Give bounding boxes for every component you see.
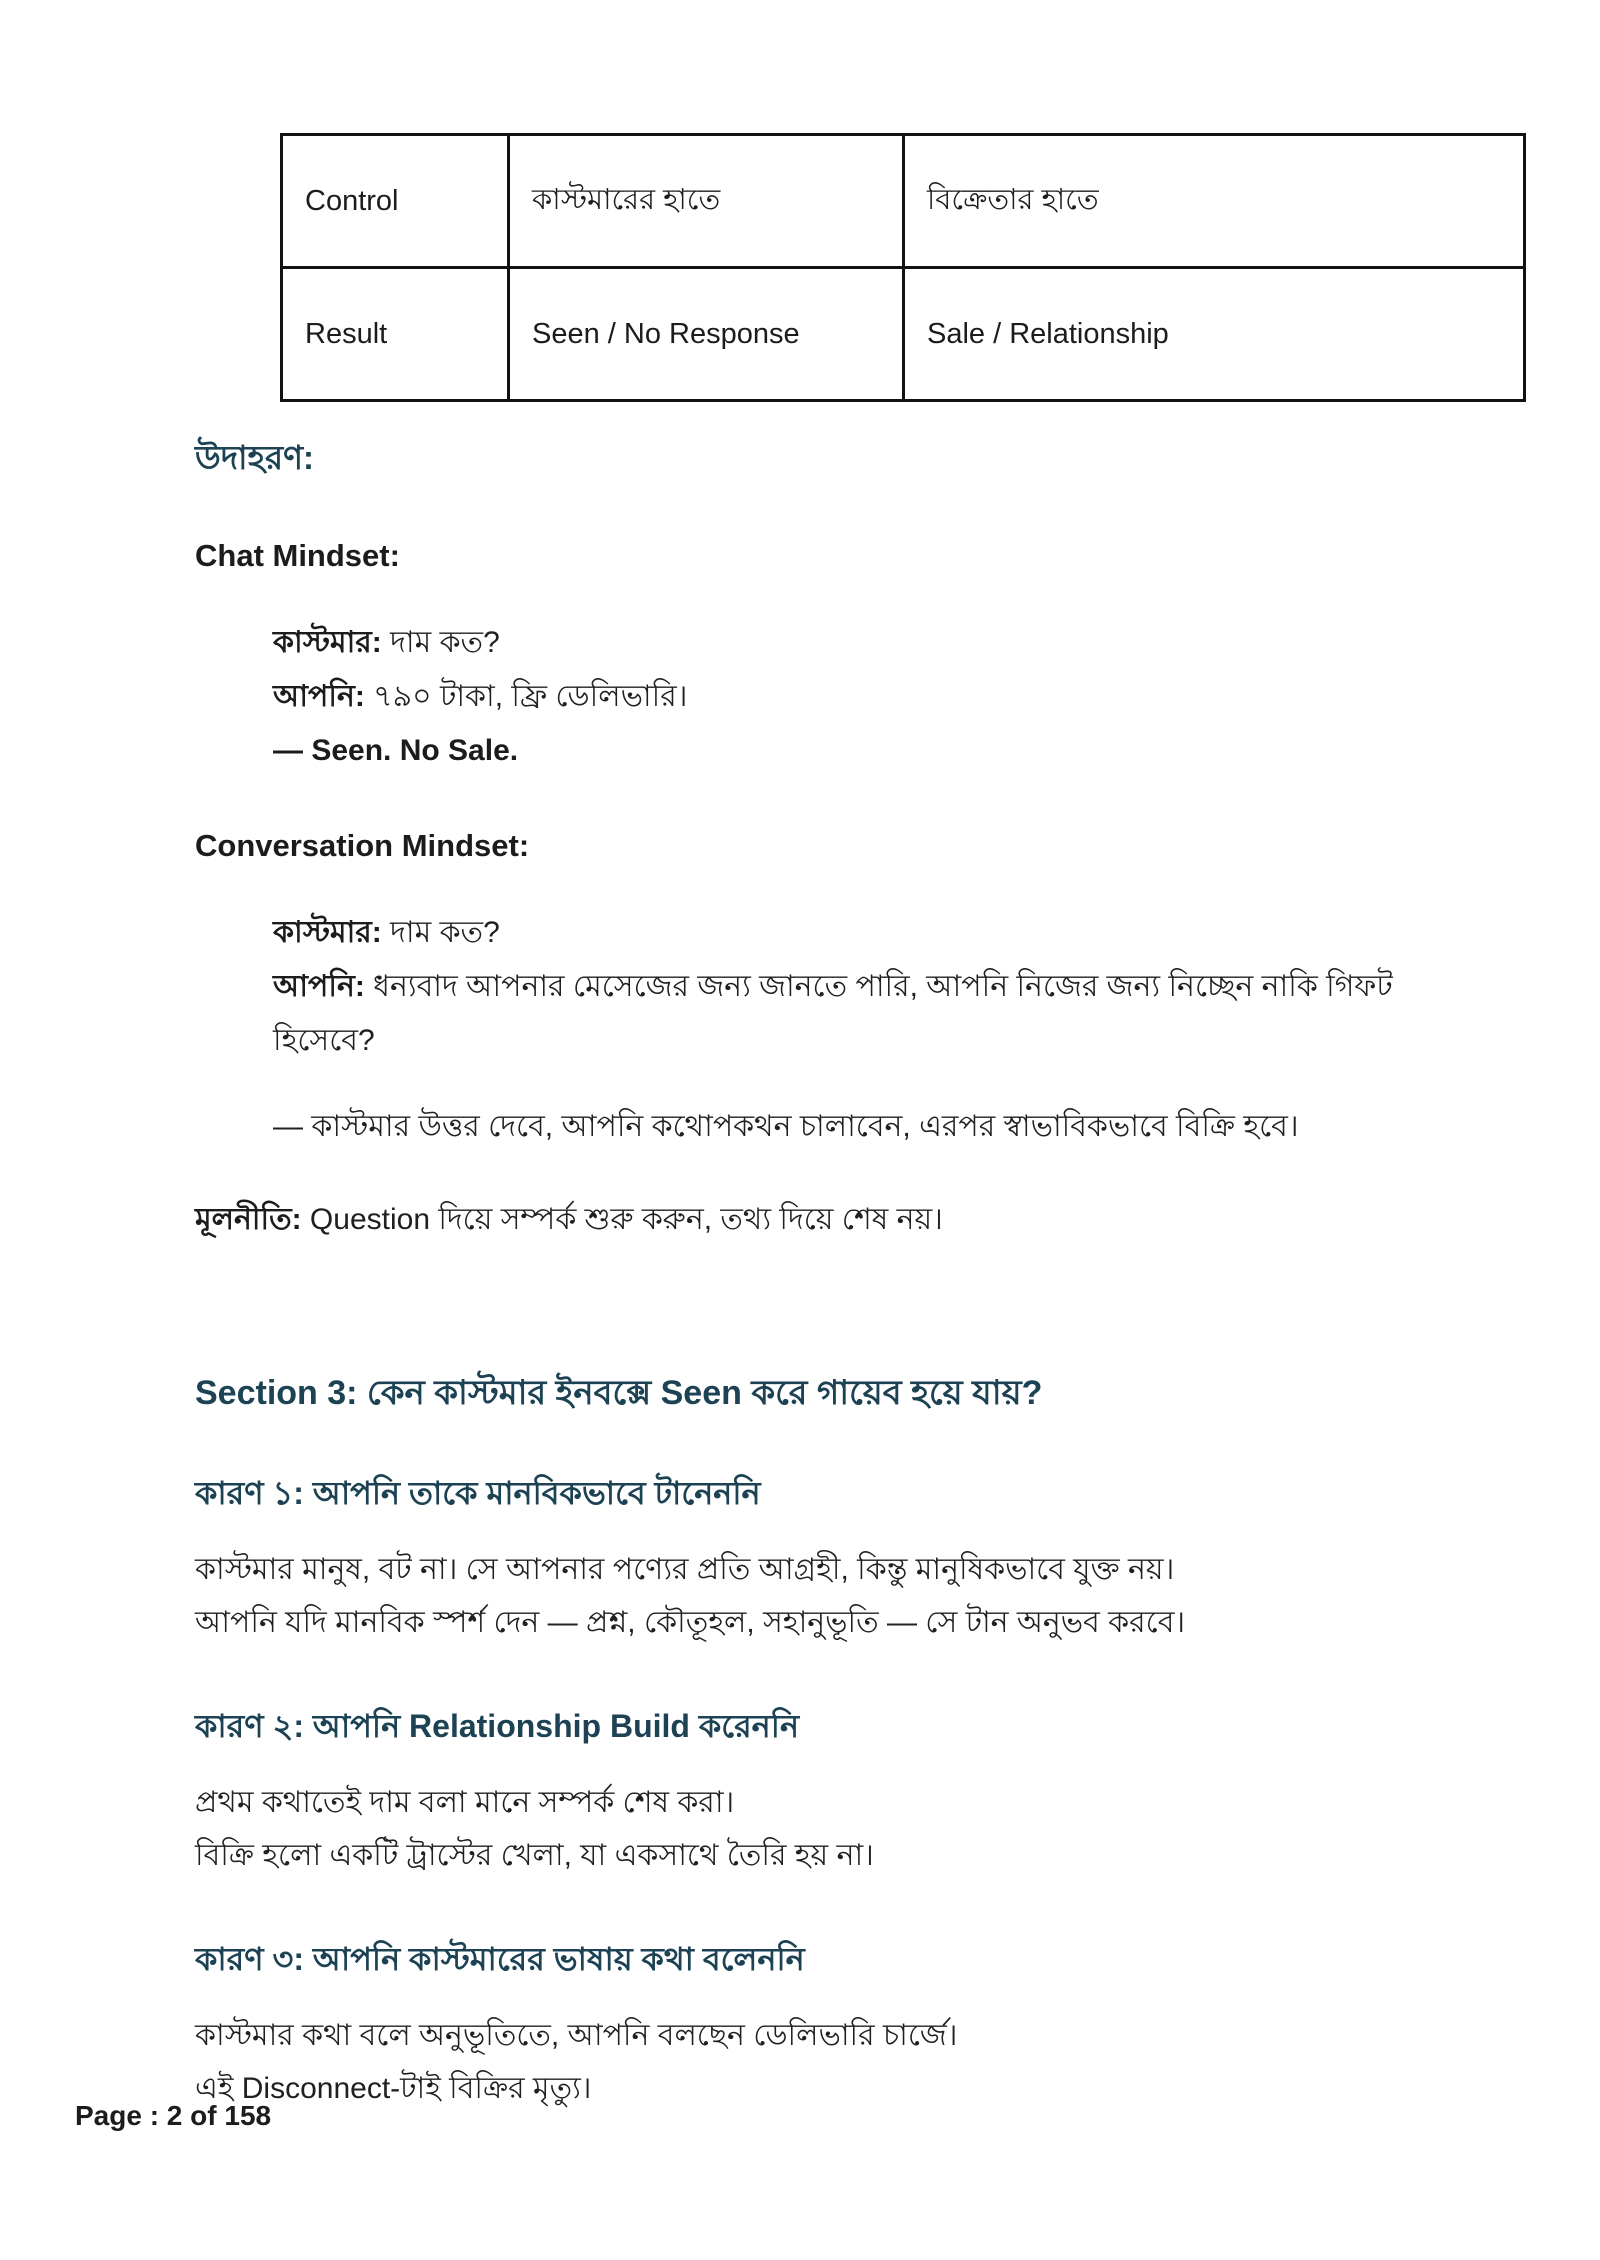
speaker-label: কাস্টমার: [273, 916, 382, 949]
reason-2-body [195, 1777, 1475, 1882]
reason-body-line: প্রথম কথাতেই দাম বলা মানে সম্পর্ক শেষ করা। [195, 1786, 735, 1819]
table-cell-control-seller: বিক্রেতার হাতে [904, 135, 1525, 268]
table-cell-control-customer: কাস্টমারের হাতে [509, 135, 904, 268]
principle-text: Question দিয়ে সম্পর্ক শুরু করুন, তথ্য দিয়ে শেষ নয়। [301, 1203, 943, 1236]
speaker-label: আপনি: [273, 680, 365, 713]
dialog-text: দাম কত? [381, 626, 500, 659]
chat-mindset-dialog [273, 616, 1448, 778]
principle-label: মূলনীতি: [195, 1203, 302, 1236]
reason-3-body [195, 2010, 1475, 2115]
table-row [282, 135, 1525, 268]
comparison-table [280, 133, 1526, 402]
chat-mindset-title: Chat Mindset: [195, 538, 400, 573]
speaker-label: আপনি: [273, 970, 365, 1003]
reason-body-line: এই Disconnect-টাই বিক্রির মৃত্যু। [195, 2071, 592, 2105]
conversation-outcome-note: — কাস্টমার উত্তর দেবে, আপনি কথোপকথন চালাবেন, এরপর স্বাভাবিকভাবে বিক্রি হবে। [273, 1110, 1299, 1143]
dialog-text: দাম কত? [381, 916, 500, 949]
reason-body-line: বিক্রি হলো একটি ট্রাস্টের খেলা, যা একসাথে তৈরি হয় না। [195, 1838, 874, 1872]
example-heading: উদাহরণ: [195, 439, 315, 476]
table-row [282, 268, 1525, 401]
page-number-footer: Page : 2 of 158 [75, 2100, 272, 2131]
section-3-title: Section 3: কেন কাস্টমার ইনবক্সে Seen করে গায়েব হয়ে যায়? [195, 1374, 1043, 1412]
dialog-line-you [273, 670, 1448, 724]
dialog-line-customer [273, 906, 1448, 960]
speaker-label: কাস্টমার: [273, 626, 382, 659]
reason-1-body [195, 1544, 1475, 1649]
reason-2-heading: কারণ ২: আপনি Relationship Build করেননি [195, 1708, 800, 1744]
reason-3-heading: কারণ ৩: আপনি কাস্টমারের ভাষায় কথা বলেননি [195, 1941, 805, 1977]
principle-line [195, 1194, 1465, 1245]
table-cell-result-sale: Sale / Relationship [904, 268, 1525, 401]
conversation-mindset-title: Conversation Mindset: [195, 828, 530, 863]
dialog-text: ৭৯০ টাকা, ফ্রি ডেলিভারি। [364, 680, 688, 713]
reason-body-line: কাস্টমার কথা বলে অনুভূতিতে, আপনি বলছেন ডেলিভারি চার্জে। [195, 2019, 958, 2052]
conversation-mindset-dialog [273, 906, 1448, 1068]
table-cell-result-label: Result [282, 268, 509, 401]
dialog-text: ধন্যবাদ আপনার মেসেজের জন্য জানতে পারি, আপনি নিজের জন্য নিচ্ছেন নাকি গিফট হিসেবে? [273, 970, 1393, 1057]
reason-1-heading: কারণ ১: আপনি তাকে মানবিকভাবে টানেননি [195, 1475, 761, 1511]
table-cell-control-label: Control [282, 135, 509, 268]
reason-body-line: আপনি যদি মানবিক স্পর্শ দেন — প্রশ্ন, কৌতূহল, সহানুভূতি — সে টান অনুভব করবে। [195, 1605, 1186, 1639]
dialog-line-customer [273, 616, 1448, 670]
table-cell-result-seen: Seen / No Response [509, 268, 904, 401]
dialog-line-you [273, 960, 1448, 1068]
reason-body-line: কাস্টমার মানুষ, বট না। সে আপনার পণ্যের প্রতি আগ্রহী, কিন্তু মানুষিকভাবে যুক্ত নয়। [195, 1553, 1175, 1586]
dialog-result-line: — Seen. No Sale. [273, 734, 519, 767]
